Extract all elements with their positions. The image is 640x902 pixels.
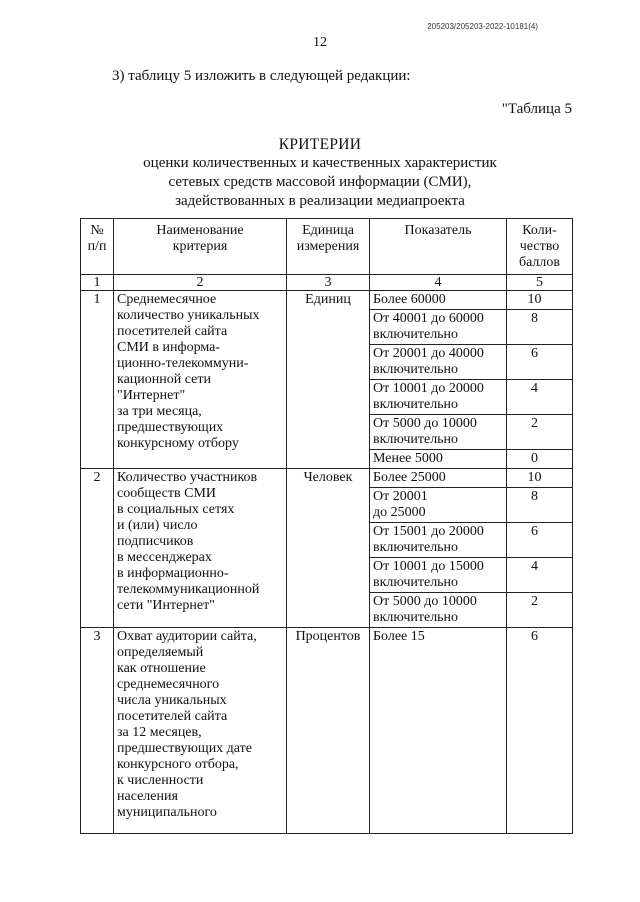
table-row (81, 469, 573, 488)
column-number: 3 (287, 275, 370, 291)
header-indicator: Показатель (370, 219, 507, 275)
criterion-number: 1 (81, 291, 114, 469)
criterion-unit: Процентов (287, 628, 370, 834)
indicator-cell: Более 25000 (370, 469, 507, 488)
score-cell: 4 (507, 558, 573, 593)
score-cell: 2 (507, 593, 573, 628)
header-name: Наименование критерия (114, 219, 287, 275)
header-score: Коли- чество баллов (507, 219, 573, 275)
score-cell: 4 (507, 380, 573, 415)
title-line-3: задействованных в реализации медиапроекта (175, 193, 465, 209)
score-cell: 6 (507, 523, 573, 558)
criterion-number: 2 (81, 469, 114, 628)
score-cell: 8 (507, 488, 573, 523)
title-line-1: оценки количественных и качественных характеристик (143, 155, 497, 171)
indicator-cell: От 40001 до 60000 включительно (370, 310, 507, 345)
page-number: 12 (313, 35, 327, 50)
indicator-cell: От 10001 до 15000 включительно (370, 558, 507, 593)
indicator-cell: Более 60000 (370, 291, 507, 310)
table-header-row (81, 219, 573, 275)
document-number: 205203/205203-2022-10181(4) (427, 22, 538, 31)
indicator-cell: От 20001 до 40000 включительно (370, 345, 507, 380)
table-title (0, 135, 640, 211)
criterion-name: Среднемесячное количество уникальных посетителей сайта СМИ в информа- ционно-телекоммуни- кационной сети "Интернет" за три месяца, предшествующих конкурсному отбору (114, 291, 287, 469)
indicator-cell: От 20001 до 25000 (370, 488, 507, 523)
score-cell: 6 (507, 628, 573, 834)
column-number-row (81, 275, 573, 291)
score-cell: 8 (507, 310, 573, 345)
column-number: 5 (507, 275, 573, 291)
table-row (81, 291, 573, 310)
criterion-name: Количество участников сообществ СМИ в социальных сетях и (или) число подписчиков в мессенджерах в информационно- телекоммуникационной сети "Интернет" (114, 469, 287, 628)
criteria-table (80, 218, 573, 834)
indicator-cell: От 5000 до 10000 включительно (370, 593, 507, 628)
criterion-number: 3 (81, 628, 114, 834)
table-row (81, 628, 573, 834)
indicator-cell: От 15001 до 20000 включительно (370, 523, 507, 558)
header-num: № п/п (81, 219, 114, 275)
title-line-2: сетевых средств массовой информации (СМИ), (168, 174, 472, 190)
score-cell: 10 (507, 291, 573, 310)
table-reference: "Таблица 5 (501, 101, 572, 117)
criterion-unit: Единиц (287, 291, 370, 469)
column-number: 1 (81, 275, 114, 291)
criterion-name: Охват аудитории сайта, определяемый как отношение среднемесячного числа уникальных посетителей сайта за 12 месяцев, предшествующих дате конкурсного отбора, к численности населения муниципального (114, 628, 287, 834)
title-main: КРИТЕРИИ (278, 136, 362, 153)
score-cell: 0 (507, 450, 573, 469)
indicator-cell: Менее 5000 (370, 450, 507, 469)
intro-paragraph: 3) таблицу 5 изложить в следующей редакции: (112, 68, 411, 84)
indicator-cell: От 10001 до 20000 включительно (370, 380, 507, 415)
table-body (81, 291, 573, 834)
indicator-cell: Более 15 (370, 628, 507, 834)
score-cell: 2 (507, 415, 573, 450)
criterion-unit: Человек (287, 469, 370, 628)
score-cell: 6 (507, 345, 573, 380)
indicator-cell: От 5000 до 10000 включительно (370, 415, 507, 450)
column-number: 2 (114, 275, 287, 291)
column-number: 4 (370, 275, 507, 291)
header-unit: Единица измерения (287, 219, 370, 275)
score-cell: 10 (507, 469, 573, 488)
